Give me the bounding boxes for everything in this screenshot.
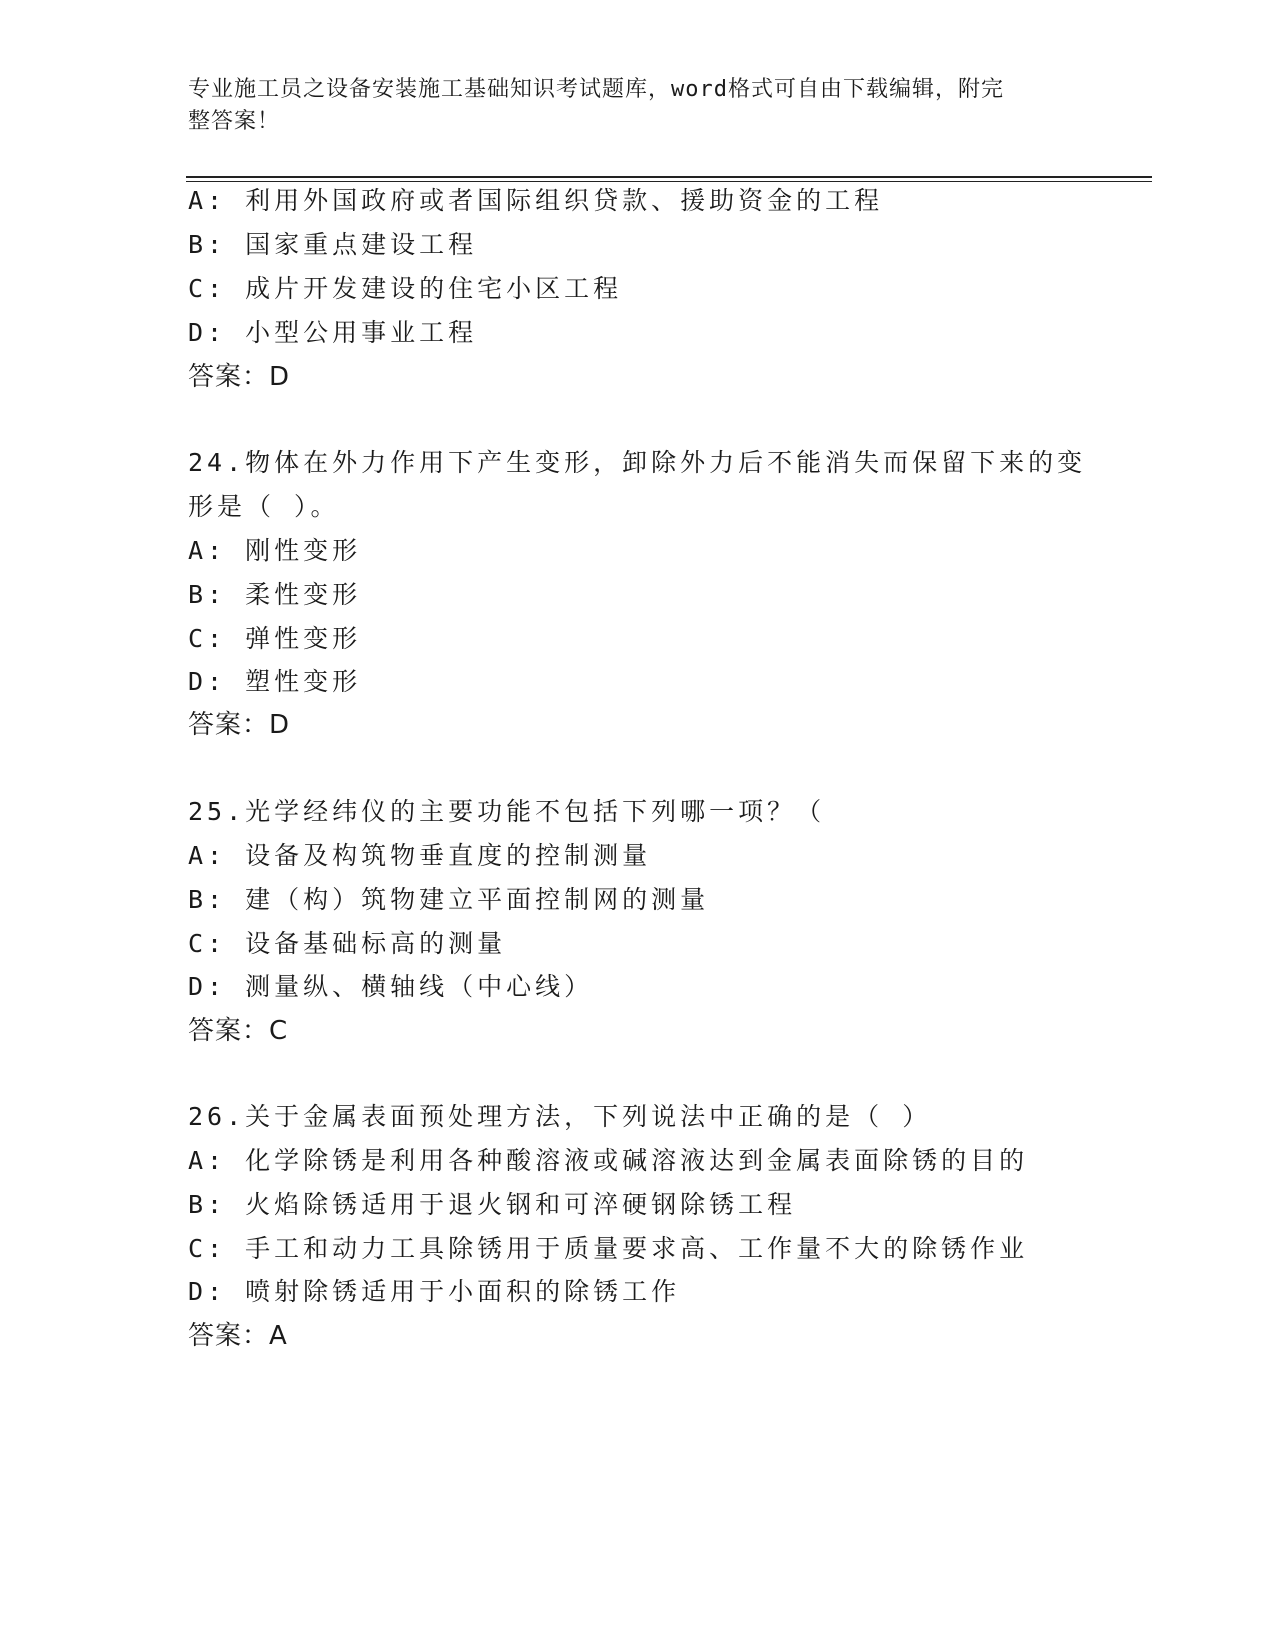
q26-stem-line-1: 26.关于金属表面预处理方法，下列说法中正确的是（ ） [188, 1102, 932, 1131]
q26-option-b: B: 火焰除锈适用于退火钢和可淬硬钢除锈工程 [188, 1190, 797, 1219]
q25-option-d: D: 测量纵、横轴线（中心线） [188, 972, 594, 1001]
q26-answer: 答案：A [188, 1321, 288, 1351]
q23-option-d: D: 小型公用事业工程 [188, 318, 478, 347]
q23-option-b: B: 国家重点建设工程 [188, 230, 478, 259]
document-header [188, 74, 1088, 138]
q25-option-a: A: 设备及构筑物垂直度的控制测量 [188, 841, 652, 870]
q24-option-c: C: 弹性变形 [188, 624, 362, 653]
q24-option-b: B: 柔性变形 [188, 580, 362, 609]
q23-answer: 答案：D [188, 362, 291, 392]
q25-option-c: C: 设备基础标高的测量 [188, 929, 507, 958]
q25-answer: 答案：C [188, 1016, 289, 1046]
q26-option-c: C: 手工和动力工具除锈用于质量要求高、工作量不大的除锈作业 [188, 1234, 1029, 1263]
q25-stem-line-1: 25.光学经纬仪的主要功能不包括下列哪一项？（ [188, 797, 826, 826]
q25-option-b: B: 建（构）筑物建立平面控制网的测量 [188, 885, 710, 914]
header-divider-thick [186, 176, 1152, 178]
q26-option-d: D: 喷射除锈适用于小面积的除锈工作 [188, 1277, 681, 1306]
q24-answer: 答案：D [188, 710, 291, 740]
header-line-2: 整答案！ [188, 109, 281, 134]
q23-option-a: A: 利用外国政府或者国际组织贷款、援助资金的工程 [188, 186, 884, 215]
header-divider-thin [186, 181, 1152, 182]
q24-stem-line-2: 形是（ ）。 [188, 492, 340, 521]
q24-option-d: D: 塑性变形 [188, 667, 362, 696]
q24-stem-line-1: 24.物体在外力作用下产生变形，卸除外力后不能消失而保留下来的变 [188, 448, 1087, 477]
q23-option-c: C: 成片开发建设的住宅小区工程 [188, 274, 623, 303]
q24-option-a: A: 刚性变形 [188, 536, 362, 565]
header-line-1: 专业施工员之设备安装施工基础知识考试题库，word格式可自由下载编辑，附完 [188, 77, 1004, 102]
q26-option-a: A: 化学除锈是利用各种酸溶液或碱溶液达到金属表面除锈的目的 [188, 1146, 1029, 1175]
